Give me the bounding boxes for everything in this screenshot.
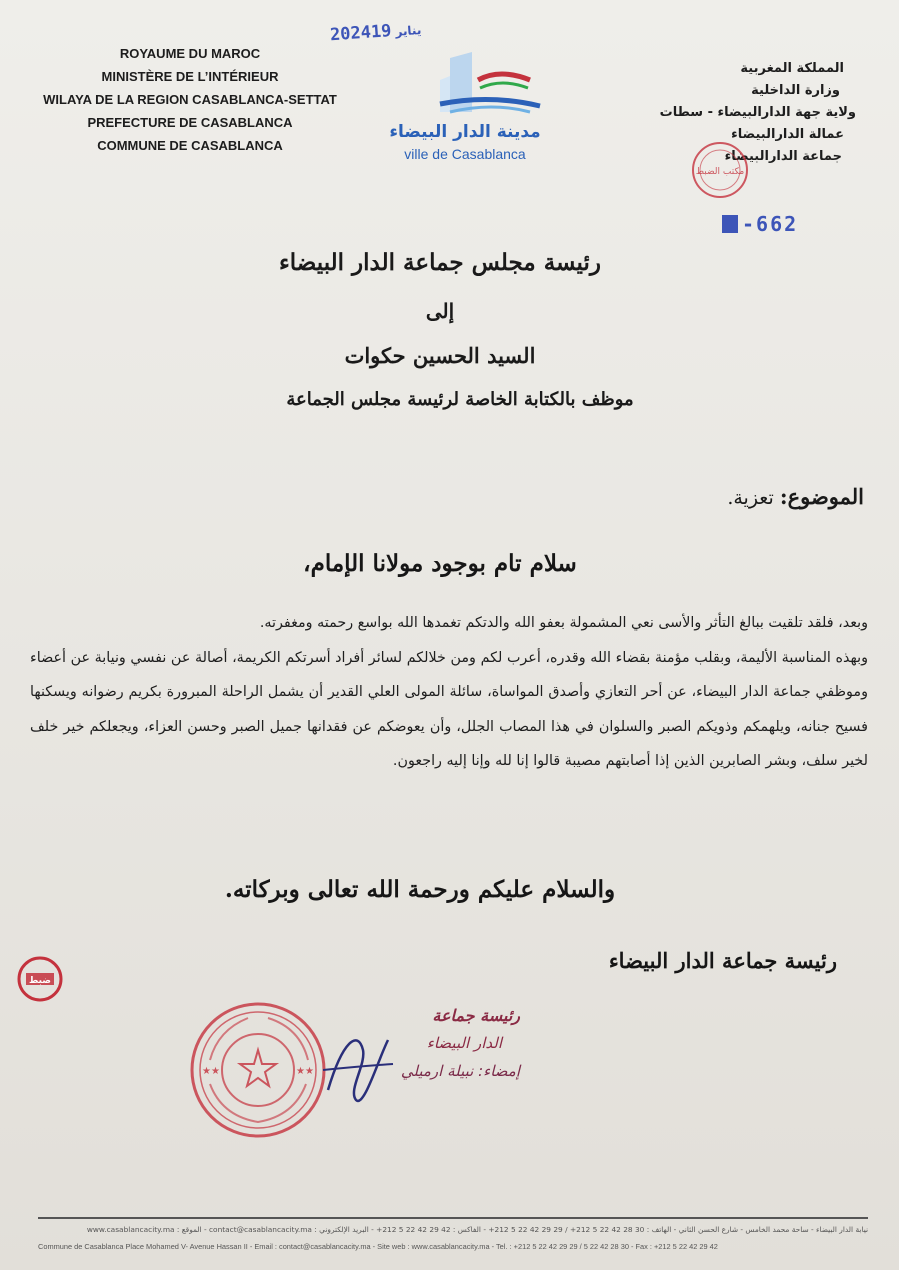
header-ar-line: المملكة المغربية [740,61,844,76]
signature-line: رئيسة جماعة [432,1006,520,1025]
office-stamp [16,955,64,1003]
date-month: يناير [394,22,422,39]
header-fr-line: WILAYA DE LA REGION CASABLANCA-SETTAT [43,92,337,107]
header-fr-line: MINISTÈRE DE L’INTÉRIEUR [101,69,279,84]
greeting: سلام تام بوجود مولانا الإمام، [303,550,577,577]
footer-arabic: نيابة الدار البيضاء - ساحة محمد الخامس - شارع الحسن الثاني - الهاتف : 30 28 42 22 5 212+ / 29 29 42 22 5 212+ - الفاكس : 42 29 42 22 5 212+ - البريد الإلكتروني : contact@casablancacity.ma - الموقع : www.casablancacity.ma [86,1225,868,1234]
header-ar-line: ولاية جهة الدارالبيضاء - سطات [659,105,856,120]
header-ar-line: وزارة الداخلية [751,83,840,98]
signature-line: الدار البيضاء [426,1034,502,1052]
reference-stamp-mark [722,215,738,233]
subject-label: الموضوع: [779,484,864,509]
city-logo [380,50,550,170]
subject-value: تعزية. [727,487,774,509]
registry-stamp-text: مكتب الضبط [695,167,745,177]
logo-name-french: ville de Casablanca [404,146,526,162]
registry-stamp [690,140,750,200]
date-day: 19 [370,21,393,43]
address-block [180,238,700,422]
svg-text:★★: ★★ [202,1066,220,1077]
body-paragraph: وبهذه المناسبة الأليمة، وبقلب مؤمنة بقضاء الله وقدره، أعرب لكم ومن خلالكم لسائر أفراد أسرتكم الكريمة، أصالة عن نفسي ونيابة عن أعضاء وموظفي جماعة الدار البيضاء، عن أحر التعازي وأصدق المواساة، سائلة المولى العلي القدير أن يشمل الراحلة المبرورة بكريم رضوانه ويسكنها فسيح جنانه، ويلهمكم وذويكم الصبر والسلوان في هذا المصاب الجلل، وأن يعوضكم عن فقدانها جميل الصبر وحسن العزاء، ويجعلكم خير خلف لخير سلف، وبشر الصابرين الذين إذا أصابتهم مصيبة قالوا إنا لله وإنا إليه راجعون. [30,649,868,769]
date-year: 2024 [329,22,372,46]
official-seal [188,1000,328,1140]
header-fr-line: PREFECTURE DE CASABLANCA [87,115,293,130]
reference-number [722,212,798,236]
header-french [30,42,350,157]
recipient-name: السيد الحسين حكوات [344,343,536,368]
body-paragraph: وبعد، فلقد تلقيت ببالغ التأثر والأسى نعي المشمولة بعفو الله والدتكم تغمدها الله بواسع رحمته ومغفرته. [259,615,868,631]
letter-body [30,606,868,779]
header-fr-line: COMMUNE DE CASABLANCA [97,138,283,153]
header-fr-line: ROYAUME DU MAROC [119,46,261,61]
header-ar-line: عمالة الدارالبيضاء [731,127,844,142]
footer-french: Commune de Casablanca Place Mohamed V- Avenue Hassan II - Email : contact@casablancacity.ma - Site web : www.casablancacity.ma - Tel. : +212 5 22 42 29 29 / 5 22 42 28 30 - Fax : +212 5 22 42 29 42 [38,1242,718,1251]
city-logo-icon [380,50,550,125]
footer-divider [38,1217,868,1219]
logo-name-arabic: مدينة الدار البيضاء [389,122,541,142]
to-word: إلى [425,299,455,323]
signature-block [330,1000,520,1110]
svg-text:★★: ★★ [296,1066,314,1077]
signature-line: إمضاء: نبيلة ارميلي [400,1062,520,1080]
header-ar-line: جماعة الدارالبيضاء [724,149,842,164]
closing-line: والسلام عليكم ورحمة الله تعالى وبركاته. [224,876,616,903]
date-stamp [329,19,425,46]
office-stamp-text: ضبط [28,976,52,986]
sender-title: رئيسة مجلس جماعة الدار البيضاء [278,249,602,276]
subject-line [727,484,864,509]
signer-title: رئيسة جماعة الدار البيضاء [608,948,837,973]
recipient-title: موظف بالكتابة الخاصة لرئيسة مجلس الجماعة [286,389,634,410]
reference-number-text: -662 [742,212,799,236]
